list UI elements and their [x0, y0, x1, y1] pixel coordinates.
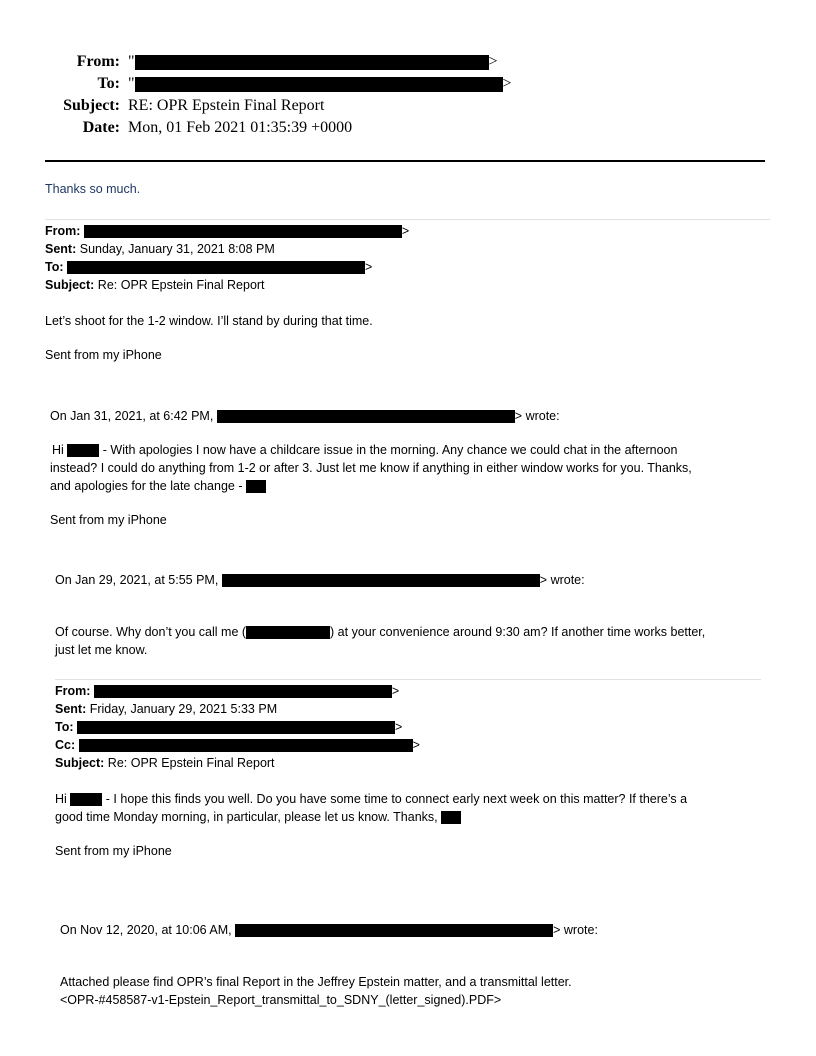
msg2-to-label: To: — [55, 720, 74, 734]
header-to-prefix: " — [128, 75, 135, 92]
redaction-box — [67, 261, 365, 274]
message-separator — [45, 219, 770, 220]
quote3-body-line1: Attached please find OPR’s final Report in the Jeffrey Epstein matter, and a transmittal letter. — [60, 975, 572, 989]
msg1-subject-row — [45, 278, 265, 292]
header-divider — [45, 160, 765, 162]
redaction-box — [235, 924, 553, 937]
quote3-attachment[interactable]: <OPR-#458587-v1-Epstein_Report_transmittal_to_SDNY_(letter_signed).PDF> — [60, 993, 502, 1007]
msg1-sent: Sunday, January 31, 2021 8:08 PM — [79, 242, 275, 256]
msg1-to-row — [45, 260, 372, 274]
quote2-intro — [55, 573, 585, 587]
header-subject-row — [0, 97, 324, 115]
msg2-cc-row — [55, 738, 420, 752]
msg2-from-suffix: > — [391, 684, 400, 698]
header-date-label: Date: — [82, 119, 120, 136]
msg2-to-suffix: > — [395, 720, 403, 734]
msg2-line1: - I hope this finds you well. Do you have some time to connect early next week on this matter? If there’s a — [105, 792, 688, 806]
quote2-body-line2: just let me know. — [55, 643, 148, 657]
redaction-box — [246, 626, 330, 639]
quote3-intro — [60, 923, 598, 937]
header-to-label: To: — [97, 75, 120, 92]
quote1-hi: Hi — [52, 443, 64, 457]
msg1-subject-label: Subject: — [45, 278, 95, 292]
message-separator — [55, 679, 761, 680]
quote3-intro-pre: On Nov 12, 2020, at 10:06 AM, — [60, 923, 232, 937]
quote1-signature: Sent from my iPhone — [50, 513, 167, 527]
msg2-subject-row — [55, 756, 275, 770]
msg1-from-row — [45, 224, 409, 238]
header-to-row — [0, 75, 512, 93]
quote1-intro-post: > wrote: — [514, 409, 560, 423]
redaction-box — [441, 811, 461, 824]
quote2-intro-post: > wrote: — [539, 573, 585, 587]
redaction-box — [70, 793, 102, 806]
quote1-intro-pre: On Jan 31, 2021, at 6:42 PM, — [50, 409, 214, 423]
redaction-box — [77, 721, 395, 734]
quote1-body-line2: instead? I could do anything from 1-2 or after 3. Just let me know if anything in either window works for you. Thanks, — [50, 461, 692, 475]
msg2-line2: good time Monday morning, in particular, please let us know. Thanks, — [55, 810, 438, 824]
header-subject: RE: OPR Epstein Final Report — [128, 97, 325, 114]
msg1-from-label: From: — [45, 224, 81, 238]
msg2-hi: Hi — [55, 792, 67, 806]
msg1-sent-row — [45, 242, 275, 256]
msg1-to-label: To: — [45, 260, 64, 274]
msg2-body-line1 — [55, 792, 687, 806]
redaction-box — [79, 739, 413, 752]
reply-text: Thanks so much. — [45, 182, 141, 196]
header-from-prefix: " — [128, 53, 135, 70]
header-from-suffix: > — [488, 53, 498, 70]
redaction-box — [84, 225, 402, 238]
quote2-line1-pre: Of course. Why don’t you call me ( — [55, 625, 247, 639]
msg2-sent: Friday, January 29, 2021 5:33 PM — [89, 702, 278, 716]
msg2-to-row — [55, 720, 402, 734]
msg1-to-suffix: > — [365, 260, 373, 274]
msg2-body-line2 — [55, 810, 461, 824]
redaction-box — [222, 574, 540, 587]
quote1-line3: and apologies for the late change - — [50, 479, 243, 493]
msg2-signature: Sent from my iPhone — [55, 844, 172, 858]
quote1-line1: - With apologies I now have a childcare issue in the morning. Any chance we could chat in the afternoon — [102, 443, 678, 457]
msg2-sent-row — [55, 702, 277, 716]
msg1-signature: Sent from my iPhone — [45, 348, 162, 362]
redaction-box — [94, 685, 392, 698]
quote2-line1-post: ) at your convenience around 9:30 am? If another time works better, — [330, 625, 706, 639]
msg2-subject-label: Subject: — [55, 756, 105, 770]
msg1-from-suffix: > — [401, 224, 410, 238]
msg2-cc-label: Cc: — [55, 738, 76, 752]
msg2-cc-suffix: > — [412, 738, 420, 752]
redaction-box — [217, 410, 515, 423]
msg1-sent-label: Sent: — [45, 242, 77, 256]
quote1-intro — [50, 409, 560, 423]
quote1-body-line3 — [50, 479, 266, 493]
redaction-box — [246, 480, 266, 493]
redaction-box — [135, 55, 489, 70]
msg1-body: Let’s shoot for the 1-2 window. I’ll stand by during that time. — [45, 314, 373, 328]
header-subject-label: Subject: — [63, 97, 120, 114]
redaction-box — [135, 77, 503, 92]
msg2-from-label: From: — [55, 684, 91, 698]
msg2-sent-label: Sent: — [55, 702, 87, 716]
header-to-suffix: > — [502, 75, 512, 92]
header-date: Mon, 01 Feb 2021 01:35:39 +0000 — [128, 119, 353, 136]
quote2-body-line1 — [55, 625, 705, 639]
quote3-intro-post: > wrote: — [553, 923, 598, 937]
redaction-box — [67, 444, 99, 457]
msg2-subject: Re: OPR Epstein Final Report — [107, 756, 275, 770]
quote1-body-line1 — [52, 443, 677, 457]
header-from-row — [0, 53, 498, 71]
msg1-subject: Re: OPR Epstein Final Report — [97, 278, 265, 292]
quote2-intro-pre: On Jan 29, 2021, at 5:55 PM, — [55, 573, 219, 587]
header-date-row — [0, 119, 352, 137]
msg2-from-row — [55, 684, 399, 698]
header-from-label: From: — [76, 53, 120, 70]
